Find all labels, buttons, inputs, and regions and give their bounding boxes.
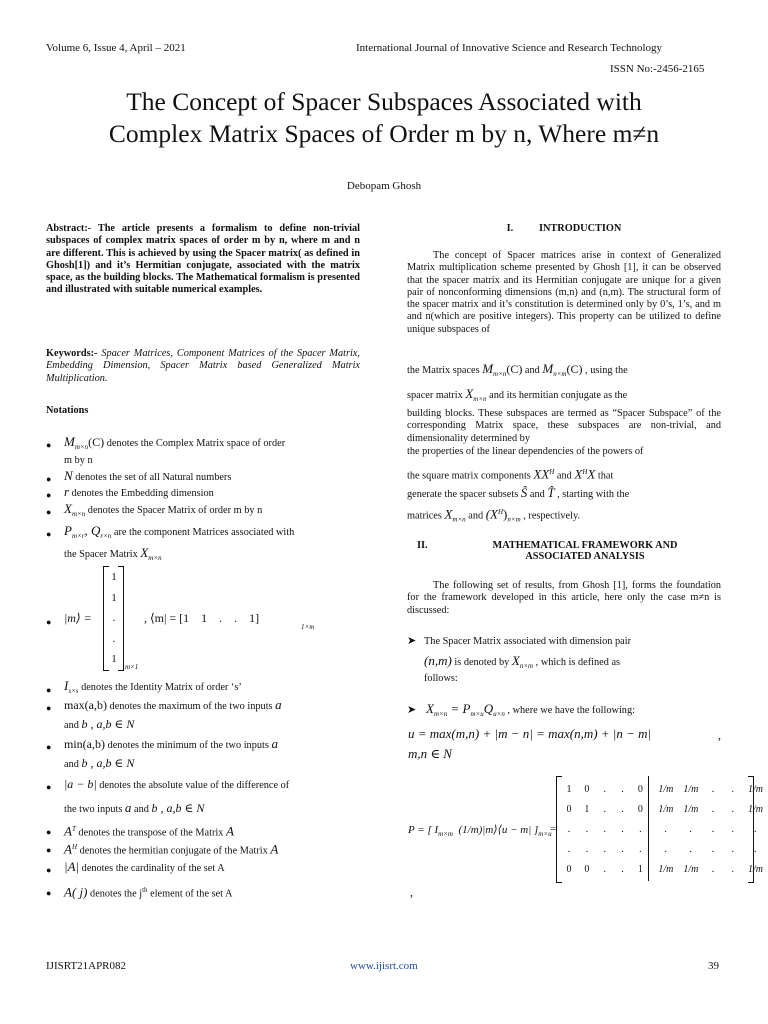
issn: ISSN No:-2456-2165 (610, 63, 705, 75)
sym: Ŝ (520, 485, 528, 500)
P-matrix-cell: 1/m (683, 863, 699, 875)
P-matrix-cell: . (603, 843, 606, 855)
notation-max (64, 699, 282, 713)
notation-element (64, 884, 232, 901)
sup: th (142, 886, 148, 894)
P-matrix-cell: 1/m (658, 783, 674, 795)
text: and its hermitian conjugate as the (486, 390, 628, 401)
section-title: MATHEMATICAL FRAMEWORK AND (492, 540, 678, 551)
sub: m×m (438, 830, 453, 839)
var: b , a,b ∈ N (151, 801, 205, 815)
spacer-product-equation (426, 703, 635, 720)
intro-line-square-components (407, 466, 721, 483)
sym: N (64, 468, 73, 483)
keywords-label: Keywords:- (46, 348, 98, 359)
P-matrix-cell: . (664, 823, 668, 835)
P-matrix-row (560, 799, 768, 819)
intro-paragraph-2: building blocks. These subspaces are termed as “Spacer Subspace” of the corresponding Matrix space, these subspaces are non-trivial, and dimensionality determined by (407, 408, 721, 444)
var: a (271, 736, 278, 751)
bullet: ● (46, 617, 52, 627)
sym: (X (485, 506, 498, 522)
P-matrix-cell: . (621, 803, 624, 815)
P-matrix-cell: . (621, 863, 624, 875)
notation-hermitian (64, 841, 278, 858)
P-matrix-cell: 1/m (658, 863, 674, 875)
sub: u×n (493, 710, 505, 719)
sub: m×r (71, 532, 85, 541)
notation-transpose (64, 823, 234, 840)
sym: X (465, 386, 474, 401)
var: b , a,b ∈ N (81, 717, 135, 731)
P-matrix-cell: . (731, 783, 735, 795)
intro-paragraph-1: The concept of Spacer matrices arise in context of Generalized Matrix multiplication scheme presented by Ghosh [1], it can be observed that the spacer matrix and its Hermitian conjugate are unique for a given pair of nonconforming dimensions (m,n) and (n,m). The structural form of the spacer matrix and it’s constitution is determined only by 0’s, 1’s, and m and n(which are positive integers). This property can be utilized to define unique subspaces of (407, 250, 721, 335)
section-1-heading (407, 223, 721, 234)
sub: r×n (100, 532, 112, 541)
text: , where we have the following: (504, 705, 635, 716)
P-matrix-cell: 0 (584, 783, 590, 795)
P-matrix-cell: 1 (584, 803, 590, 815)
sym: A (64, 823, 72, 839)
text: denotes the absolute value of the difference of (96, 780, 290, 791)
P-matrix-cell: 0 (566, 863, 572, 875)
text: and (522, 365, 543, 376)
arrow-bullet-icon: ➤ (407, 635, 417, 647)
sym: min(a,b) (64, 737, 105, 751)
arrow-bullet-icon: ➤ (407, 704, 417, 716)
text: spacer matrix (407, 390, 466, 401)
footer-id: IJISRT21APR082 (46, 960, 127, 972)
title-line-1: The Concept of Spacer Subspaces Associated with (126, 87, 642, 116)
text: denotes the Complex Matrix space of order (104, 438, 286, 449)
notation-spacer-matrix (64, 503, 262, 520)
bullet: ● (46, 507, 52, 517)
P-matrix-cell: 1/m (747, 863, 763, 875)
text: the Matrix spaces (407, 365, 483, 376)
P-matrix-cell: . (585, 823, 589, 835)
notation-min-cont (64, 757, 134, 771)
sub: s×s (68, 687, 79, 696)
author: Debopam Ghosh (346, 180, 422, 192)
bullet: ● (46, 529, 52, 539)
intro-line-matrix-spaces (407, 363, 721, 380)
text: denotes the j (87, 888, 143, 900)
sub: m×n (74, 443, 89, 452)
sym: max(a,b) (64, 698, 107, 712)
P-matrix-cell: 1 (566, 783, 572, 795)
notation-abs-diff-cont (64, 802, 204, 816)
ket-entry: . (112, 612, 116, 624)
notation-cardinality (64, 861, 225, 875)
mn-in-N: m,n ∈ N (408, 746, 452, 761)
u-definition-comma: , (718, 728, 721, 742)
text: , starting with the (554, 489, 630, 500)
P-matrix-cell: . (754, 843, 757, 855)
text: and (131, 804, 152, 815)
text: denotes the set of all Natural numbers (72, 472, 232, 483)
P-matrix-cell: 1/m (683, 783, 699, 795)
footer-website-link[interactable]: www.ijisrt.com (350, 960, 418, 972)
text: the square matrix components (407, 470, 534, 482)
P-matrix-cell: 1 (637, 863, 643, 875)
bullet: ● (46, 782, 52, 792)
notation-component-matrices (64, 525, 294, 542)
sub: m×n (473, 395, 487, 404)
P-matrix-cell: . (603, 823, 606, 835)
sym: A (64, 841, 72, 857)
notation-identity (64, 680, 242, 697)
spacer-definition-line-3: follows: (424, 673, 458, 684)
paper-title (30, 86, 738, 150)
bullet: ● (46, 490, 52, 500)
trailing-comma: , (410, 885, 413, 899)
P-matrix-cell: . (585, 843, 589, 855)
sub: m×n (71, 510, 86, 519)
P-matrix-cell: . (712, 783, 715, 795)
text: denotes the transpose of the Matrix (75, 827, 226, 839)
P-matrix-row (560, 839, 768, 859)
spacer-definition-line-2 (424, 655, 721, 672)
P-matrix-cell: . (639, 823, 642, 835)
text: , which is defined as (533, 657, 621, 668)
text: and (554, 470, 575, 482)
P-matrix-cell: . (639, 843, 642, 855)
P-matrix-row (560, 819, 768, 839)
bullet: ● (46, 440, 52, 450)
text: denotes the minimum of the two inputs (105, 740, 272, 751)
sub: m×u (470, 710, 484, 719)
P-matrix-cell: . (621, 823, 624, 835)
P-matrix-table (560, 779, 768, 879)
P-matrix-cell: . (664, 843, 668, 855)
var: A (270, 841, 279, 857)
P-matrix-row (560, 859, 768, 879)
text: and (465, 510, 486, 522)
sub: m×n (433, 710, 448, 719)
footer-page-number: 39 (708, 960, 719, 972)
bullet: ● (46, 827, 52, 837)
sym: |A| (64, 859, 80, 874)
text: and (64, 759, 82, 770)
arg: (C) (506, 362, 523, 376)
sym: X (426, 701, 434, 716)
text: the Spacer Matrix (64, 549, 141, 560)
section-number: I. (506, 223, 514, 234)
P-matrix-cell: . (603, 803, 606, 815)
section-2-heading (407, 540, 721, 562)
sym: Q (483, 701, 494, 716)
journal-volume: Volume 6, Issue 4, April – 2021 (46, 42, 186, 54)
P-equals: = (550, 823, 557, 835)
bullet: ● (46, 865, 52, 875)
arg: (C) (88, 435, 105, 449)
text: matrices (407, 510, 445, 522)
section-2-line-1 (407, 540, 721, 551)
sym: X (574, 466, 583, 482)
title-line-2: Complex Matrix Spaces of Order m by n, Where m≠n (108, 119, 660, 148)
P-matrix-cell: 1/m (747, 783, 763, 795)
sub: m×n (148, 554, 162, 563)
bullet: ● (46, 845, 52, 855)
P-matrix-cell: . (621, 783, 624, 795)
var: a (124, 800, 132, 815)
sym: X (64, 501, 72, 516)
P-matrix-cell: 0 (637, 783, 643, 795)
text: denotes the maximum of the two inputs (106, 701, 276, 712)
sym: XX (533, 466, 550, 482)
abstract: Abstract:- The article presents a formalism to define non-trivial subspaces of complex matrix spaces of order m by n, where m and n are different. This is achieved by using the Spacer matrix( as defined in Ghosh[1]) and it’s Hermitian conjugate, associated with the matrix space, as the building blocks. The Mathematical formalism is presented and illustrated with suitable numerical examples. (46, 223, 360, 296)
sym-q: , Q (84, 523, 101, 538)
sub: m×n (493, 370, 507, 379)
P-matrix-cell: 1/m (683, 803, 699, 815)
P-matrix-row (560, 779, 768, 799)
ket-entry: 1 (111, 571, 117, 583)
sup: H (497, 508, 504, 516)
sym: |a − b| (64, 777, 97, 791)
notation-min (64, 738, 278, 752)
sym: X (140, 545, 149, 560)
sup: T (71, 825, 76, 833)
sym: ) (503, 506, 508, 522)
sub: m×u (538, 830, 552, 839)
notations-heading: Notations (46, 405, 89, 416)
text: , respectively. (520, 510, 581, 522)
keywords (46, 348, 360, 385)
notation-component-matrices-cont (64, 547, 162, 564)
text: denotes the Spacer Matrix of order m by n (85, 505, 263, 516)
P-lhs: P = [ $I_{m\times m}$ (1/m)|m⟩⟨u − m| ]$_{m\times u}$ (408, 824, 552, 839)
P-matrix-cell: . (689, 843, 693, 855)
bra-vector: , ⟨m| = [1 1 . . 1] (144, 611, 260, 625)
sym: M (64, 434, 75, 449)
P-matrix-cell: 0 (637, 803, 643, 815)
bullet: ● (46, 474, 52, 484)
journal-name: International Journal of Innovative Science and Research Technology (356, 42, 663, 54)
sup: H (71, 843, 78, 851)
P-matrix-cell: . (567, 823, 571, 835)
P-matrix-cell: . (712, 803, 715, 815)
P-matrix-cell: 0 (584, 863, 590, 875)
ket-sub: m×1 (125, 663, 139, 671)
sub: n×m (553, 370, 567, 379)
sym: M (542, 361, 554, 376)
var: a (275, 697, 282, 712)
P-matrix-cell: . (603, 863, 606, 875)
sym: A( j) (64, 884, 88, 900)
sub: n×m (507, 515, 521, 524)
sym: = P (447, 701, 471, 716)
intro-line-spacer-matrix (407, 388, 721, 405)
notation-embedding-dimension (64, 486, 214, 500)
var: A (225, 823, 234, 839)
sym: I (64, 678, 69, 693)
arg: (C) (566, 362, 583, 376)
ket-entry: 1 (111, 591, 117, 604)
sub: n×m (519, 662, 534, 671)
section-2-paragraph: The following set of results, from Ghosh [1], forms the foundation for the framework developed in this article, here only the case m≠n is discussed: (407, 580, 721, 616)
text: denotes the Embedding dimension (69, 488, 214, 499)
bullet: ● (46, 685, 52, 695)
section-2-line-2: ASSOCIATED ANALYSIS (525, 551, 645, 562)
text: are the component Matrices associated with (111, 527, 295, 538)
P-matrix-cell: . (712, 823, 715, 835)
intro-line-properties: the properties of the linear dependencies of the powers of (407, 446, 644, 457)
text: denotes the hermitian conjugate of the Matrix (77, 845, 271, 857)
sym: X (444, 506, 453, 522)
keywords-text: Spacer Matrices, Component Matrices of the Spacer Matrix, Embedding Dimension, Spacer Matrix based Generalized Matrix Multiplication. (46, 348, 360, 384)
ket-label: |m⟩ = (64, 611, 92, 625)
sym: T̂ (547, 485, 555, 500)
bra-sub: 1×m (301, 623, 315, 631)
ket-entry: 1 (111, 653, 117, 665)
u-definition: u = max(m,n) + |m − n| = max(n,m) + |n − m| (408, 726, 652, 741)
sym: X (587, 466, 596, 482)
P-matrix-cell: . (731, 803, 735, 815)
text: that (595, 470, 614, 482)
P-matrix-cell: . (621, 843, 624, 855)
text: denotes the cardinality of the set A (79, 863, 225, 874)
P-matrix-cell: . (731, 863, 735, 875)
pair: (n,m) (424, 653, 452, 668)
P-matrix (560, 779, 768, 879)
intro-line-matrices (407, 506, 721, 526)
spacer-definition-line-1: The Spacer Matrix associated with dimension pair (424, 636, 632, 647)
text: and (64, 720, 82, 731)
sym: P (64, 523, 72, 538)
bullet: ● (46, 742, 52, 752)
text: denotes the Identity Matrix of order ‘s’ (78, 682, 242, 693)
text: the two inputs (64, 804, 125, 815)
sym: M (482, 361, 494, 376)
P-matrix-cell: . (712, 843, 715, 855)
P-matrix-cell: 1/m (747, 803, 763, 815)
P-matrix-cell: . (731, 843, 735, 855)
P-matrix-cell: 1/m (658, 803, 674, 815)
text: is denoted by (451, 657, 512, 668)
P-matrix-cell: . (754, 823, 757, 835)
sup: H (582, 468, 588, 476)
section-title: INTRODUCTION (538, 223, 622, 234)
notation-matrix-space-cont: m by n (64, 455, 93, 466)
sym: r (64, 484, 70, 499)
section-number: II. (417, 540, 428, 551)
text: generate the spacer subsets (407, 489, 521, 500)
P-matrix-cell: . (689, 823, 693, 835)
P-matrix-cell: . (603, 783, 606, 795)
frac: (1/m)|m⟩⟨u − m| (458, 824, 532, 836)
P-matrix-cell: . (712, 863, 715, 875)
text: P = [ I (408, 824, 439, 836)
P-matrix-cell: . (567, 843, 571, 855)
notation-abs-diff (64, 778, 289, 792)
sub: m×n (452, 515, 466, 524)
ket-entry: . (112, 632, 116, 645)
bullet: ● (46, 703, 52, 713)
P-matrix-cell: 0 (566, 803, 572, 815)
text: and (527, 489, 548, 500)
notation-matrix-space (64, 436, 285, 453)
notation-max-cont (64, 718, 134, 732)
sup: H (549, 468, 555, 476)
text: element of the set A (147, 888, 233, 900)
ket-entries (109, 567, 119, 670)
intro-line-spacer-subsets (407, 487, 721, 501)
sym: X (511, 653, 520, 668)
text: , using the (582, 365, 628, 376)
P-matrix-cell: . (731, 823, 735, 835)
bullet: ● (46, 888, 52, 898)
notation-natural-numbers (64, 470, 231, 484)
var: b , a,b ∈ N (81, 756, 135, 770)
